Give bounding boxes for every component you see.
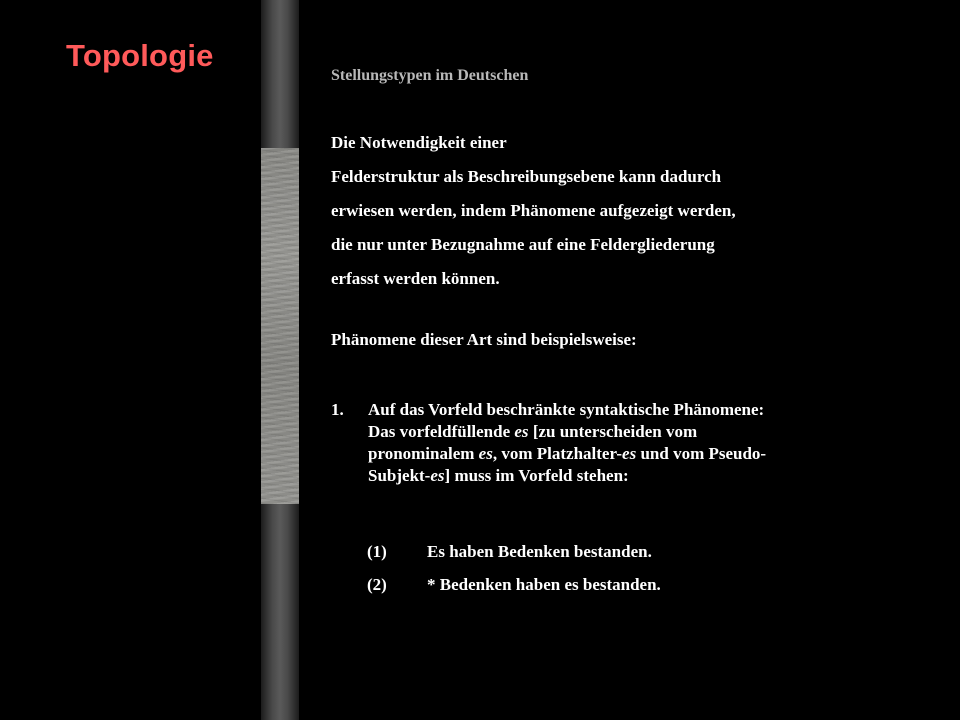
item-line: Das vorfeldfüllende es [zu unterscheiden vom <box>368 422 698 441</box>
intro-paragraph <box>331 126 891 296</box>
phenomena-intro: Phänomene dieser Art sind beispielsweise: <box>331 330 637 349</box>
example-1 <box>367 542 652 562</box>
item-line: pronominalem es, vom Platzhalter-es und vom Pseudo- <box>368 444 767 463</box>
paragraph-line: die nur unter Bezugnahme auf eine Feldergliederung <box>331 235 715 254</box>
paragraph-line: Felderstruktur als Beschreibungsebene kann dadurch <box>331 167 722 186</box>
example-number: (1) <box>367 542 387 561</box>
list-item-text <box>368 399 888 487</box>
example-number: (2) <box>367 575 387 594</box>
stone-texture-panel <box>261 148 299 504</box>
paragraph-line: erfasst werden können. <box>331 269 500 288</box>
list-item-number: 1. <box>331 400 344 419</box>
item-line: Auf das Vorfeld beschränkte syntaktische Phänomene: <box>368 400 765 419</box>
paragraph-line: erwiesen werden, indem Phänomene aufgezeigt werden, <box>331 201 736 220</box>
item-line: Subjekt-es] muss im Vorfeld stehen: <box>368 466 629 485</box>
example-text: Es haben Bedenken bestanden. <box>427 542 652 561</box>
example-text: * Bedenken haben es bestanden. <box>427 575 661 594</box>
example-2 <box>367 575 661 595</box>
paragraph-line: Die Notwendigkeit einer <box>331 133 507 152</box>
slide-title: Topologie <box>66 38 214 73</box>
slide-subtitle: Stellungstypen im Deutschen <box>331 67 529 84</box>
